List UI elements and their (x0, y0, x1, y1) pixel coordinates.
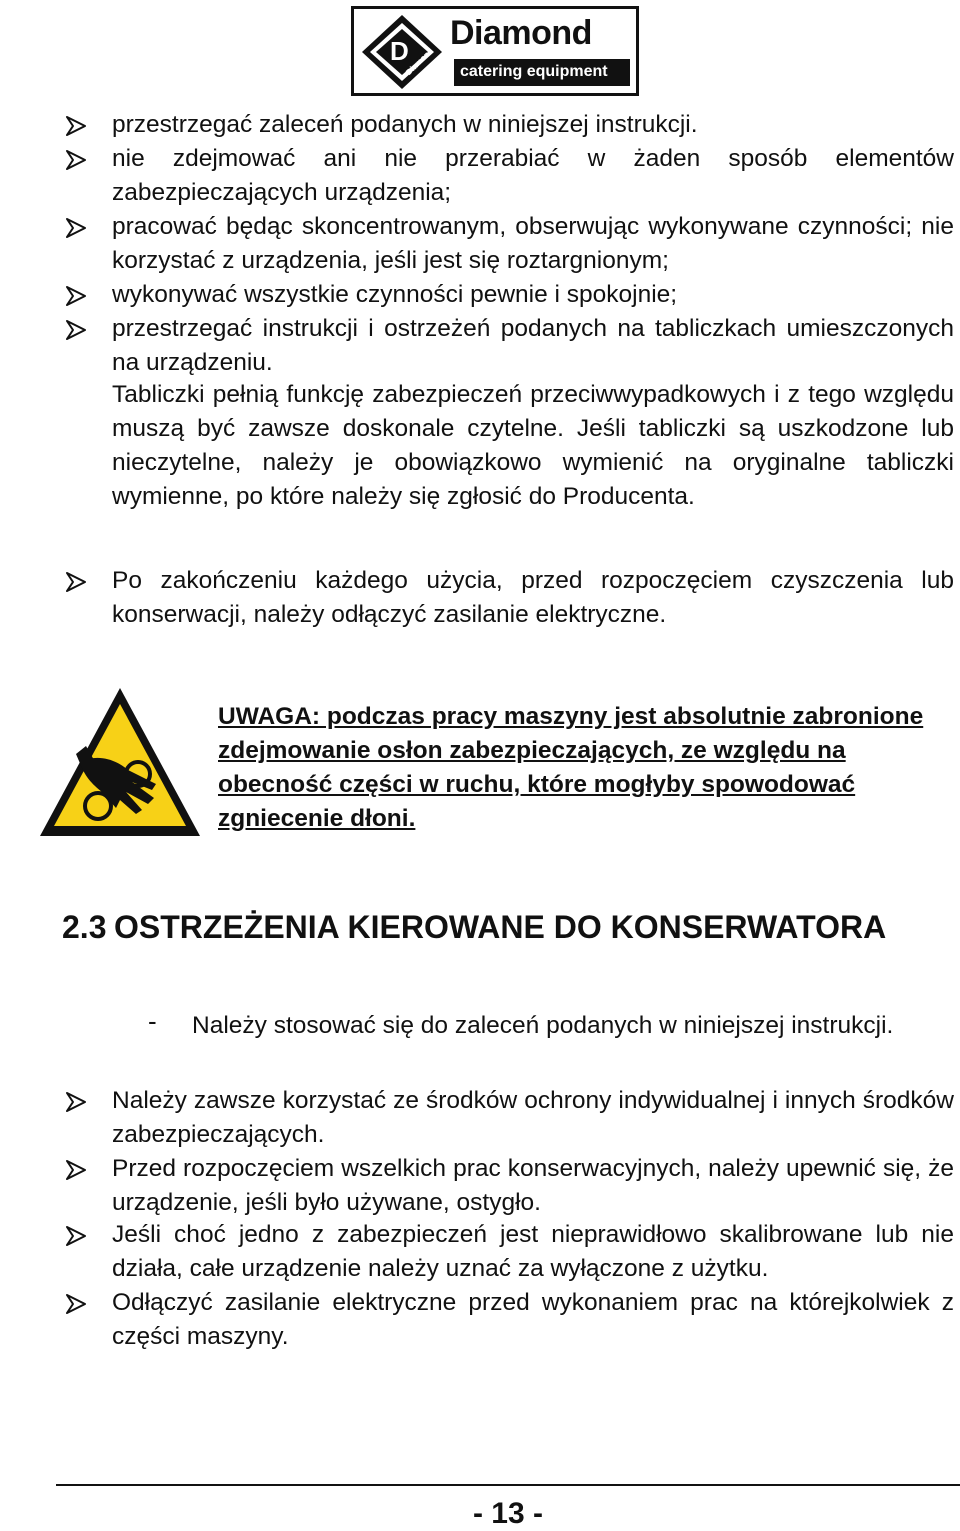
arrow-bullet-icon (64, 570, 88, 594)
list-item: Odłączyć zasilanie elektryczne przed wykonaniem prac na którejkolwiek z części maszyny. (112, 1289, 954, 1350)
dash-bullet: - (148, 1006, 157, 1036)
section-heading (62, 906, 886, 948)
warning-text: UWAGA: podczas pracy maszyny jest absolutnie zabronione zdejmowanie osłon zabezpieczających, ze względu na obecność części w ruchu, które mogłyby spowodować zgniecenie dłoni. (218, 703, 924, 832)
list-item: wykonywać wszystkie czynności pewnie i spokojnie; (112, 281, 678, 308)
svg-text:Diamond: Diamond (404, 46, 435, 77)
list-item: Należy zawsze korzystać ze środków ochrony indywidualnej i innych środków zabezpieczających. (112, 1087, 954, 1148)
list-item: przestrzegać zaleceń podanych w niniejszej instrukcji. (112, 111, 698, 138)
list-item: Jeśli choć jedno z zabezpieczeń jest nieprawidłowo skalibrowane lub nie działa, całe urządzenie należy uznać za wyłączone z użytku. (112, 1221, 954, 1282)
svg-text:D: D (390, 36, 409, 66)
arrow-bullet-icon (64, 284, 88, 308)
arrow-bullet-icon (64, 1090, 88, 1114)
arrow-bullet-icon (64, 114, 88, 138)
diamond-logo (351, 6, 639, 96)
list-item: przestrzegać instrukcji i ostrzeżeń podanych na tabliczkach umieszczonych na urządzeniu. (112, 315, 954, 376)
paragraph-signs: Tabliczki pełnią funkcję zabezpieczeń przeciwwypadkowych i z tego względu muszą być zawsze doskonale czytelne. Jeśli tabliczki są uszkodzone lub nieczytelne, należy je obowiązkowo wymienić na oryginalne tabliczki wymienne, po które należy się zgłosić do Producenta. (112, 381, 954, 510)
arrow-bullet-icon (64, 1224, 88, 1248)
list-item: pracować będąc skoncentrowanym, obserwując wykonywane czynności; nie korzystać z urządzenia, jeśli jest się roztargnionym; (112, 213, 954, 274)
diamond-emblem-icon (360, 13, 444, 91)
logo-brand-name: Diamond (450, 14, 592, 52)
hand-crush-warning-icon (36, 684, 204, 842)
page-number: - 13 - (472, 1497, 544, 1530)
list-item: nie zdejmować ani nie przerabiać w żaden sposób elementów zabezpieczających urządzenia; (112, 145, 954, 206)
footer-divider (56, 1484, 960, 1486)
arrow-bullet-icon (64, 318, 88, 342)
section-number: 2.3 (62, 909, 107, 945)
section-title: OSTRZEŻENIA KIEROWANE DO KONSERWATORA (114, 909, 887, 945)
list-item: Należy stosować się do zaleceń podanych w niniejszej instrukcji. (192, 1012, 894, 1039)
arrow-bullet-icon (64, 1292, 88, 1316)
arrow-bullet-icon (64, 216, 88, 240)
list-item: Przed rozpoczęciem wszelkich prac konserwacyjnych, należy upewnić się, że urządzenie, jeśli było używane, ostygło. (112, 1155, 954, 1216)
arrow-bullet-icon (64, 148, 88, 172)
arrow-bullet-icon (64, 1158, 88, 1182)
list-item: Po zakończeniu każdego użycia, przed rozpoczęciem czyszczenia lub konserwacji, należy odłączyć zasilanie elektryczne. (112, 567, 954, 628)
logo-tagline: catering equipment (454, 59, 630, 86)
